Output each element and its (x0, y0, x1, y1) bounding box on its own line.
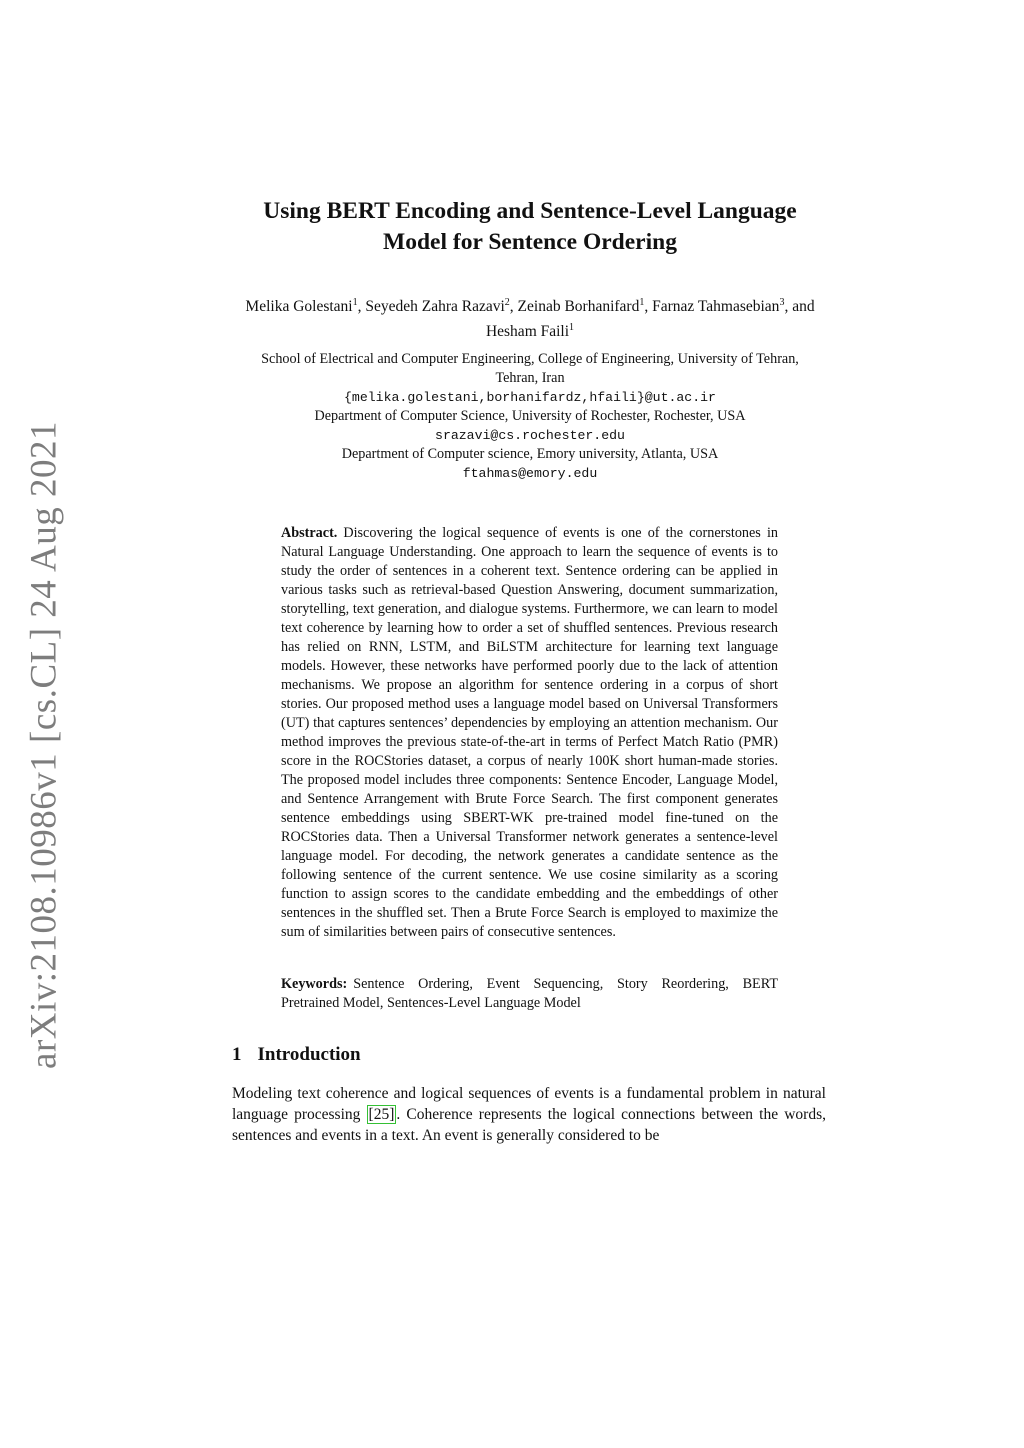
author-affiliation-mark: 1 (639, 297, 645, 308)
introduction-paragraph (232, 1083, 826, 1146)
arxiv-identifier-stamp: arXiv:2108.10986v1 [cs.CL] 24 Aug 2021 (23, 421, 65, 1069)
author-name: Hesham Faili (485, 323, 570, 341)
citation-link[interactable]: [25] (368, 1106, 395, 1123)
author-separator: , (357, 298, 366, 316)
affiliation-email: srazavi@cs.rochester.edu (435, 428, 625, 443)
keywords (281, 975, 778, 1013)
author-name: Seyedeh Zahra Razavi (365, 298, 505, 316)
affiliation-line: School of Electrical and Computer Engineering, College of Engineering, University of Tehran, (261, 351, 799, 367)
title-line: Using BERT Encoding and Sentence-Level Language (263, 198, 797, 224)
author-separator: , and (784, 298, 815, 316)
author-affiliation-mark: 1 (352, 297, 358, 308)
author-list (230, 292, 830, 342)
author-affiliation-mark: 1 (569, 322, 575, 334)
title-line: Model for Sentence Ordering (383, 229, 677, 255)
section-title: Introduction (257, 1044, 361, 1065)
section-heading (232, 1044, 361, 1066)
author-affiliation-mark: 3 (779, 297, 785, 308)
author-separator: , (644, 298, 653, 316)
abstract-heading: Abstract. (281, 525, 338, 541)
keywords-heading: Keywords: (281, 976, 348, 992)
affiliation-line: Tehran, Iran (495, 370, 565, 386)
paragraph-text: . Coherence represents the logical connections between the words, sentences and events in a text. An event is generally considered to be (232, 1106, 826, 1144)
author-name: Melika Golestani (245, 298, 353, 316)
author-name: Farnaz Tahmasebian (652, 298, 780, 316)
keywords-text: Sentence Ordering, Event Sequencing, Story Reordering, BERT Pretrained Model, Sentences-Level Language Model (281, 976, 778, 1011)
affiliation-email: ftahmas@emory.edu (462, 466, 598, 481)
affiliation-email: {melika.golestani,borhanifardz,hfaili}@ut.ac.ir (344, 390, 716, 405)
abstract-text: Discovering the logical sequence of events is one of the cornerstones in Natural Language Understanding. One approach to learn the sequence of events is to study the order of sentences in a coherent text. Sentence ordering can be applied in various tasks such as retrieval-based Question Answering, document summarization, storytelling, text generation, and dialogue systems. Furthermore, we can learn to model text coherence by learning how to order a set of shuffled sentences. Previous research has relied on RNN, LSTM, and BiLSTM architecture for learning text language models. However, these networks have performed poorly due to the lack of attention mechanisms. We propose an algorithm for sentence ordering in a corpus of short stories. Our proposed method uses a language model based on Universal Transformers (UT) that captures sentences’ dependencies by employing an attention mechanism. Our method improves the previous state-of-the-art in terms of Perfect Match Ratio (PMR) score in the ROCStories dataset, a corpus of nearly 100K short human-made stories. The proposed model includes three components: Sentence Encoder, Language Model, and Sentence Arrangement with Brute Force Search. The first component generates sentence embeddings using SBERT-WK pre-trained model fine-tuned on the ROCStories data. Then a Universal Transformer network generates a sentence-level language model. For decoding, the network generates a candidate sentence as the following sentence of the current sentence. We use cosine similarity as a scoring function to assign scores to the candidate embedding and the embeddings of other sentences in the shuffled set. Then a Brute Force Search is employed to maximize the sum of similarities between pairs of consecutive sentences. (281, 525, 778, 940)
author-affiliation-mark: 2 (504, 297, 510, 308)
author-name: Zeinab Borhanifard (517, 298, 640, 316)
affiliation-line: Department of Computer Science, University of Rochester, Rochester, USA (314, 408, 746, 424)
affiliation-block (230, 350, 830, 483)
author-separator: , (509, 298, 518, 316)
section-number: 1 (232, 1044, 242, 1065)
paper-title (230, 196, 830, 258)
paragraph-text: Modeling text coherence and logical sequences of events is a fundamental problem in natural language processing (232, 1085, 826, 1123)
affiliation-line: Department of Computer science, Emory university, Atlanta, USA (341, 446, 719, 462)
abstract (281, 524, 778, 942)
